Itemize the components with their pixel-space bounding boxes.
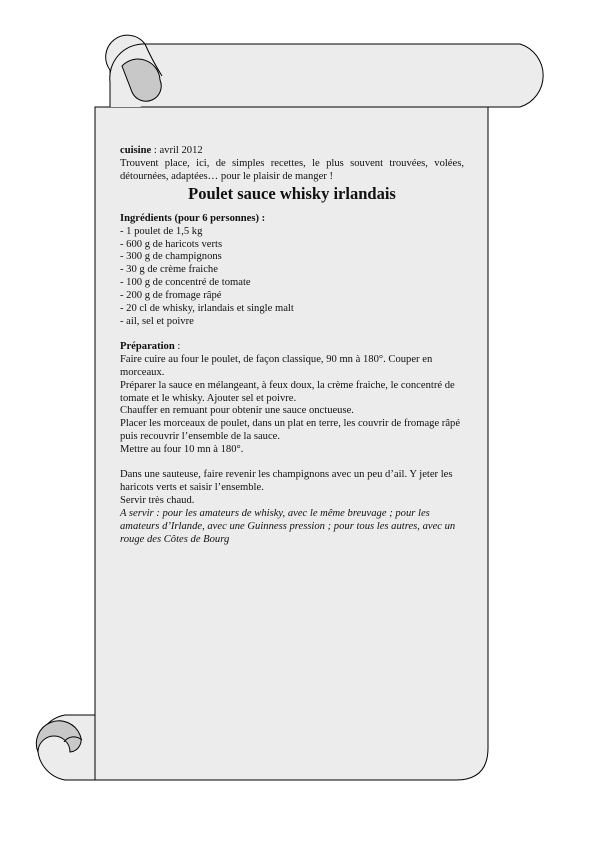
side-dish-paragraph: Dans une sauteuse, faire revenir les champignons avec un peu d’ail. Y jeter les haricots verts et saisir l’ensemble. bbox=[120, 469, 453, 493]
recipe-document bbox=[120, 145, 464, 546]
ingredient-item: - 1 poulet de 1,5 kg bbox=[120, 225, 203, 237]
intro-paragraph: Trouvent place, ici, de simples recettes, le plus souvent trouvées, volées, détournées, adaptées… pour le plaisir de manger ! bbox=[120, 157, 464, 182]
recipe-title: Poulet sauce whisky irlandais bbox=[188, 183, 396, 203]
preparation-section bbox=[120, 341, 464, 457]
preparation-step: Chauffer en remuant pour obtenir une sauce onctueuse. bbox=[120, 405, 354, 417]
preparation-step: Placer les morceaux de poulet, dans un plat en terre, les couvrir de fromage râpé puis recouvrir l’ensemble de la sauce. bbox=[120, 418, 461, 443]
ingredient-item: - 100 g de concentré de tomate bbox=[120, 277, 251, 289]
preparation-step: Faire cuire au four le poulet, de façon classique, 90 mn à 180°. Couper en morceaux. bbox=[120, 353, 433, 378]
ingredients-heading: Ingrédients (pour 6 personnes) : bbox=[120, 212, 266, 224]
ingredient-item: - 200 g de fromage râpé bbox=[120, 290, 222, 302]
pairing-note: A servir : pour les amateurs de whisky, avec le même breuvage ; pour les amateurs d’Irlande, avec une Guinness pression ; pour tous les autres, avec un rouge des Côtes de Bourg bbox=[120, 507, 456, 545]
preparation-heading-line bbox=[120, 341, 464, 354]
ingredient-item: - 30 g de crème fraiche bbox=[120, 264, 218, 276]
preparation-heading-colon: : bbox=[174, 340, 181, 352]
ingredient-item: - 600 g de haricots verts bbox=[120, 238, 223, 250]
ingredient-item: - 300 g de champignons bbox=[120, 251, 222, 263]
scroll-top-roll bbox=[106, 35, 543, 107]
preparation-step: Préparer la sauce en mélangeant, à feux doux, la crème fraiche, le concentré de tomate et le whisky. Ajouter sel et poivre. bbox=[120, 379, 455, 404]
document-date: : avril 2012 bbox=[151, 145, 203, 156]
preparation-heading: Préparation bbox=[120, 340, 175, 352]
serving-instruction: Servir très chaud. bbox=[120, 494, 195, 506]
ingredient-item: - 20 cl de whisky, irlandais et single malt bbox=[120, 303, 294, 315]
ingredient-item: - ail, sel et poivre bbox=[120, 315, 194, 327]
ingredients-list bbox=[120, 226, 464, 329]
section-label: cuisine bbox=[120, 145, 152, 156]
preparation-step: Mettre au four 10 mn à 180°. bbox=[120, 444, 244, 456]
document-header bbox=[120, 145, 464, 158]
